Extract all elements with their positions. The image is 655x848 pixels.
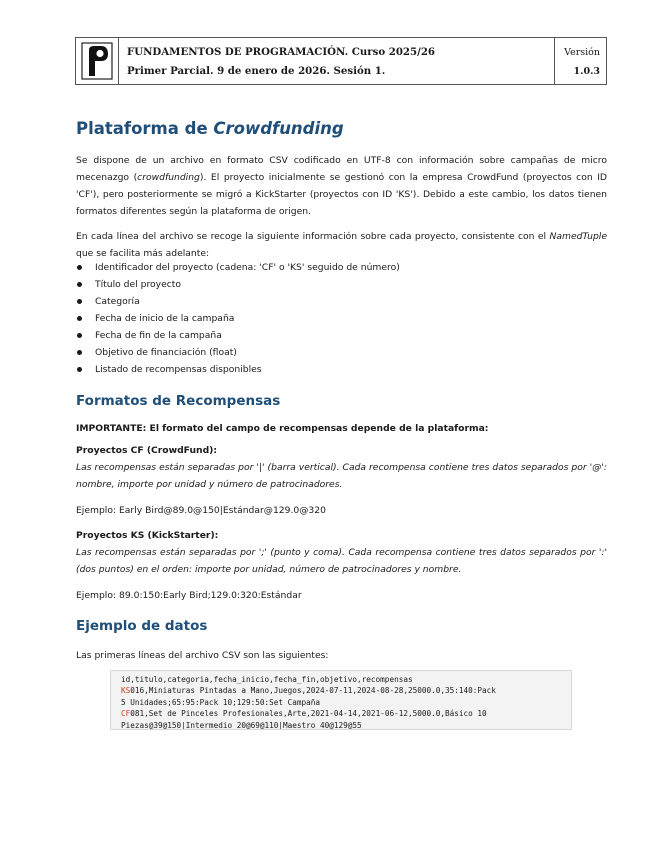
university-logo-icon (81, 42, 113, 80)
cf-title: Proyectos CF (CrowdFund): (76, 445, 218, 456)
cf-description: Las recompensas están separadas por '|' (barra vertical). Cada recompensa contiene tres datos separados por '@': nombre, importe por unidad y número de patrocinadores. (76, 462, 607, 490)
list-item: Fecha de fin de la campaña (76, 327, 400, 344)
intro-paragraph-1 (76, 152, 607, 220)
code-text: 016,Miniaturas Pintadas a Mano,Juegos,2024-07-11,2024-08-28,25000.0,35:140:Pack (130, 686, 496, 696)
ks-example: Ejemplo: 89.0:150:Early Bird;129.0:320:Estándar (76, 590, 302, 601)
code-line (121, 708, 561, 719)
section-heading-formatos: Formatos de Recompensas (76, 393, 281, 409)
code-line (121, 685, 561, 696)
logo-cell (76, 38, 119, 84)
code-line: 5 Unidades;65:95:Pack 10;129:50:Set Campaña (121, 697, 321, 707)
header-title-cell (119, 38, 554, 84)
page-title (76, 119, 344, 138)
title-plain: Plataforma de (76, 119, 214, 138)
title-italic: Crowdfunding (213, 119, 344, 138)
exam-subtitle: Primer Parcial. 9 de enero de 2026. Sesión 1. (127, 65, 386, 77)
version-number: 1.0.3 (573, 66, 600, 77)
code-highlight: CF (121, 709, 131, 719)
ks-description: Las recompensas están separadas por ';' (punto y coma). Cada recompensa contiene tres datos separados por ':' (dos puntos) en el orden: importe por unidad, número de patrocinadores y nombre. (76, 547, 607, 575)
course-title: FUNDAMENTOS DE PROGRAMACIÓN. Curso 2025/26 (127, 46, 435, 58)
intro-p2-text: En cada línea del archivo se recoge la siguiente información sobre cada proyecto, consistente con el (76, 231, 550, 242)
version-cell (554, 38, 606, 84)
important-text: El formato del campo de recompensas depende de la plataforma: (146, 423, 489, 434)
important-label: IMPORTANTE: (76, 423, 147, 434)
list-item: Objetivo de financiación (float) (76, 344, 400, 361)
list-item: Listado de recompensas disponibles (76, 361, 400, 378)
version-label: Versión (564, 47, 600, 58)
ks-title: Proyectos KS (KickStarter): (76, 530, 219, 541)
important-note (76, 420, 488, 437)
list-item: Fecha de inicio de la campaña (76, 310, 400, 327)
fields-list (76, 259, 400, 378)
code-line: Piezas@39@150|Intermedio 20@69@110|Maestro 40@129@55 (121, 720, 362, 730)
intro-paragraph-2 (76, 228, 607, 262)
cf-example: Ejemplo: Early Bird@89.0@150|Estándar@129.0@320 (76, 505, 326, 516)
list-item: Categoría (76, 293, 400, 310)
code-text: 081,Set de Pinceles Profesionales,Arte,2021-04-14,2021-06-12,5000.0,Básico 10 (130, 709, 487, 719)
intro-p2-italic: NamedTuple (549, 231, 607, 242)
intro-p1-italic: crowdfunding (137, 172, 200, 183)
csv-code-block (110, 670, 572, 730)
code-highlight: KS (121, 686, 131, 696)
document-header (75, 37, 607, 85)
list-item: Identificador del proyecto (cadena: 'CF' o 'KS' seguido de número) (76, 259, 400, 276)
ejemplo-intro: Las primeras líneas del archivo CSV son las siguientes: (76, 650, 329, 661)
intro-p2-rest: que se facilita más adelante: (76, 248, 210, 259)
list-item: Título del proyecto (76, 276, 400, 293)
section-heading-ejemplo: Ejemplo de datos (76, 618, 208, 634)
code-line: id,titulo,categoria,fecha_inicio,fecha_fin,objetivo,recompensas (121, 675, 413, 684)
intro-p1-text: Se dispone de un archivo en formato CSV codificado en UTF-8 con información sobre campañas de micro mecenazgo ( (76, 155, 607, 183)
intro-p1-rest: ). El proyecto inicialmente se gestionó con la empresa CrowdFund (proyectos con ID 'CF'), pero posteriormente se migró a KickStarter (proyectos con ID 'KS'). Debido a este cambio, los datos tienen formatos diferentes según la plataforma de origen. (76, 172, 607, 217)
